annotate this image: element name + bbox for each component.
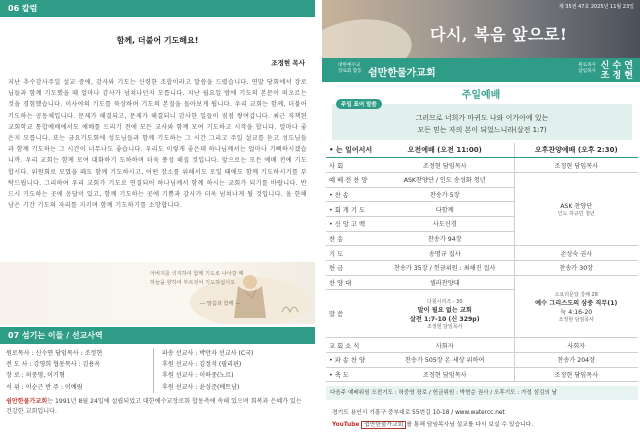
church-name-bar: [322, 58, 640, 82]
am-sermon-title: 말이 필요 없는 교회: [417, 306, 472, 314]
missionary-line: 후원 선교사 : 이하중(노르): [162, 372, 234, 380]
am-cell: ASK찬양단 / 인도 송성화 청년: [376, 172, 514, 187]
next-week-bar: 다음주 예배위원 오전기도 : 허중영 장로 / 헌금위원 : 박현순 권사 / 오후기도 : 가정 섬김의 날: [326, 386, 638, 400]
role-2: 담임목사: [578, 69, 596, 74]
pm-cell: 손성숙 권사: [514, 246, 638, 261]
right-page: [322, 0, 640, 440]
row-label: 찬 양 대: [326, 275, 376, 290]
am-cell: 조정현 담임목사: [376, 158, 514, 173]
row-label: • 신 앙 고 백: [326, 216, 376, 231]
prayer-illustration: [0, 262, 315, 324]
am-sermon-series: 다윗시리즈 - 30: [427, 298, 463, 305]
am-service-header: 오전예배 (오전 11:00): [376, 143, 514, 158]
quote-line-2: 하늘을 향하여 부르짖어 기도하십시오: [150, 280, 236, 286]
staff-line: 전 도 사 : 강영희 협동목사 : 김용옥: [6, 359, 154, 370]
row-label: • 축 도: [326, 367, 376, 382]
issue-meta: 제 35권 47호 2025년 11월 23일: [558, 4, 634, 10]
pm-praise-cell: [514, 172, 638, 245]
staff-line: 서 위 : 이순근 반 주 : 이예림: [6, 382, 154, 393]
pm-cell: 조정현 담임목사: [514, 367, 638, 382]
youtube-channel[interactable]: 쉼만한물가교회: [361, 421, 406, 429]
am-cell: 셀라찬양대: [376, 275, 514, 290]
pm-praise-leader: 인도 허규민 청년: [557, 211, 595, 218]
church-address: 경기도 용인시 기흥구 중부대로 55번길 10-18 / www.watercc.net: [332, 410, 505, 416]
pm-preacher: 조정현 담임목사: [558, 316, 594, 323]
missionary-line: 후원 선교사 : 김정석 (필리핀): [162, 361, 242, 369]
staff-line: 장 로 : 허중영, 이기형: [6, 370, 154, 381]
denomination-line-1: 대한예수교: [338, 63, 361, 68]
pm-offering-cell: 찬송가 30장: [514, 261, 638, 276]
verse-line-1: 그러므로 너희가 마귀도 나와 이가아에 있는: [415, 114, 549, 122]
staff-line: 원로목사 : 신수연 담임목사 : 조정현: [6, 348, 154, 359]
missions-section-header: 07 섬기는 이들 / 선교사역: [0, 327, 315, 344]
pm-cell: 찬송가 204장: [514, 353, 638, 368]
row-label: 사 회: [326, 158, 376, 173]
pm-cell: 조정현 담임목사: [514, 158, 638, 173]
am-preacher: 조정현 담임목사: [427, 323, 463, 330]
slogan: 다시, 복음 앞으로!: [430, 25, 568, 44]
pm-sermon-title: 예수 그리스도의 삼중 직무(1): [535, 299, 618, 307]
pastor-roles: [578, 63, 596, 75]
row-label: 교 회 소 식: [326, 338, 376, 353]
pastor-1: 신 수 연: [600, 61, 633, 71]
table-row: [326, 338, 638, 353]
row-label: • 회 개 기 도: [326, 202, 376, 217]
missions-section: [0, 327, 315, 417]
service-title: 주일예배: [461, 90, 501, 101]
pm-sermon-cell: [514, 275, 638, 338]
service-order-table: [326, 143, 638, 382]
left-page: [0, 0, 315, 440]
missionary-line: 후원 선교사 : 윤성준(베트남): [162, 383, 240, 391]
am-cell: 조정현 담임목사: [376, 367, 514, 382]
table-row: [326, 158, 638, 173]
am-sermon-ref: 살전 1:7-10 (신 329p): [409, 315, 480, 323]
am-cell: 사도신경: [376, 216, 514, 231]
table-row: [326, 275, 638, 290]
table-row: [326, 367, 638, 382]
standing-note: • 는 일어서서: [326, 143, 376, 158]
pm-cell: 사회자: [514, 338, 638, 353]
verse-line-2: 모든 믿는 자의 본이 되었느니라(살전 1:7): [417, 126, 547, 134]
youtube-text: 를 통해 담임목사님 설교를 다시 보실 수 있습니다.: [406, 422, 534, 428]
am-cell: 사회자: [376, 338, 514, 353]
quote-reference: ― 말씀과 함께 ―: [200, 301, 241, 307]
am-cell: 찬송가 94장: [376, 231, 514, 246]
denomination-line-2: 장로회 합동: [338, 69, 362, 74]
am-cell: 다함께: [376, 202, 514, 217]
am-cell: 송명규 집사: [376, 246, 514, 261]
table-row: [326, 246, 638, 261]
column-title: 함께, 더불어 기도해요!: [116, 36, 199, 45]
column-author: 조정현 목사: [271, 59, 305, 67]
quote-line-1: 아버지를 의지하여 함께 기도로 나아갈 때: [150, 271, 244, 277]
table-row: [326, 353, 638, 368]
am-cell: 찬송가 5장: [376, 187, 514, 202]
missionary-line: 파송 선교사 : 박만자 선교사 (C국): [162, 350, 254, 357]
verse-tag: 주일 표어 말씀: [336, 99, 382, 109]
denomination: [338, 63, 362, 75]
table-header-row: [326, 143, 638, 158]
youtube-icon: YouTube: [332, 422, 360, 428]
youtube-line: [332, 419, 533, 428]
row-label: • 파 송 찬 양: [326, 353, 376, 368]
pm-service-header: 오후찬양예배 (오후 2:30): [514, 143, 638, 158]
verse-box: [332, 104, 632, 140]
am-sermon-cell: [376, 290, 514, 338]
row-label: 찬 송: [326, 231, 376, 246]
table-row: [326, 172, 638, 187]
am-cell: 찬송가 35장 / 헌금위원 : 최해진 집사: [376, 261, 514, 276]
row-label: 예 배 전 찬 양: [326, 172, 376, 187]
table-row: [326, 261, 638, 276]
am-cell: 찬송가 505장 온 세상 위하여: [376, 353, 514, 368]
row-label: • 찬 송: [326, 187, 376, 202]
church-name: 쉼만한물가교회: [368, 68, 436, 79]
staff-list: [6, 348, 309, 393]
pm-praise-team: ASK 찬양단: [560, 203, 593, 211]
column-section-header: 06 칼럼: [0, 0, 315, 17]
header-banner: [322, 0, 640, 66]
church-info: [6, 397, 309, 417]
pm-sermon-ref: 눅 4:16-20: [560, 308, 593, 316]
row-label: 말 씀: [326, 290, 376, 338]
church-info-text: 는 1991년 8월 24일에 설립되었고 대한예수교장로회 합동측에 속해 있으며 회복과 은혜가 있는 건강한 교회입니다.: [6, 397, 302, 415]
role-1: 원로목사: [578, 63, 596, 68]
row-label: 기 도: [326, 246, 376, 261]
pastor-names: [601, 61, 633, 81]
column-body: 지난 추수감사주일 설교 중에, 감사와 기도는 신령한 조합이라고 말씀을 드렸습니다. 연말 당회에서 장로님들과 함께 기도했을 때 얼마나 감사가 넘쳐나던지 모릅니다. 지난 월요일 밤에 기도의 본문이 떠오르는 것을 경험했습니다. 이사야의 기도를 묵상하며 기도의 본질을 돌아보게 됩니다. 우리 교회는 함께, 더불어 기도하는 공동체입니다. 문제가 해결되고, 문제가 해결되니 감사한 일들이 점점 쌓여갑니다. 최근 직책된 교회학교 통합예배에서도 예배를 드리기 전에 모든 교사와 함께 모여 기도하고 시작을 합니다. 얼마나 좋은지 모릅니다. 또는 금요기도회에 성도님들과 함께 기도하는 그 시간 그리고 주일 설교를 듣고 성도님들과 함께 기도하는 그 시간이 너무나도 좋습니다. 우리도 이렇게 좋은데 하나님께서는 얼마나 기뻐하시겠습니까. 우리 교회는 함께 모여 대화하기 도하하며 더욱 풍성 해질 것입니다. 앞으로는 모든 예배 전에 기도합시다. 위원회로 모였을 때도 함께 기도하시고, 어떤 장소를 위해서도 모일 때에도 함께 기도하시기를 부탁드립니다. 그리하여 우리 교회가 기도로 연결되어 하나님께서 함께 하시는 교회가 되기를 바랍니다. 반드시 기도하는 곳에 응답이 있고, 함께 기도하는 곳에 기쁨과 감사가 더욱 넘쳐나게 될 것입니다. 올 한해 남은 기간 기도의 자리를 지키며 함께 기도하기를 소망합니다.: [8, 79, 307, 210]
church-name-red: 쉼만한물가교회: [6, 397, 48, 405]
row-label: 헌 금: [326, 261, 376, 276]
pm-sermon-series: 소요리문답 강해 28: [554, 291, 598, 298]
pastor-2: 조 정 현: [600, 71, 633, 81]
